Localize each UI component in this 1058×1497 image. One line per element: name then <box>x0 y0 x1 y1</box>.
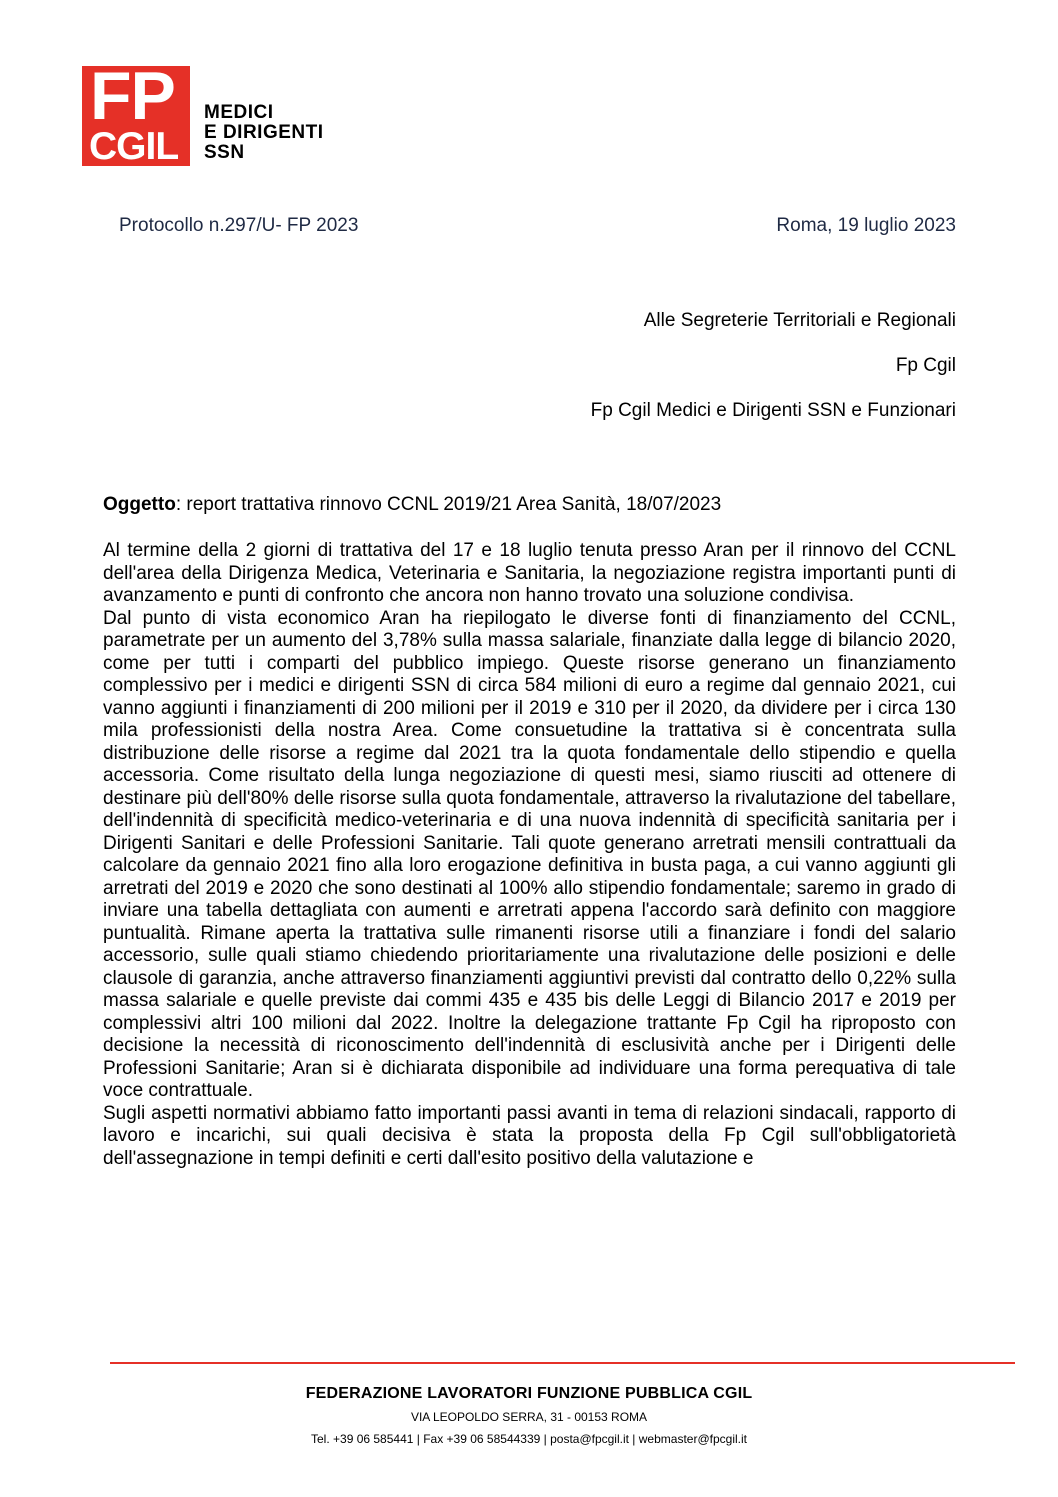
logo-subtitle <box>204 103 324 163</box>
logo-subtitle-line: SSN <box>204 142 245 163</box>
logo-subtitle-line: E DIRIGENTI <box>204 122 324 143</box>
recipient-line: Fp Cgil Medici e Dirigenti SSN e Funzionari <box>590 400 956 421</box>
logo-fp-text: FP <box>90 58 175 134</box>
footer-organization: FEDERAZIONE LAVORATORI FUNZIONE PUBBLICA CGIL <box>305 1385 753 1402</box>
logo-subtitle-line: MEDICI <box>204 102 274 123</box>
protocol-number: Protocollo n.297/U- FP 2023 <box>119 215 359 236</box>
subject-label: Oggetto <box>103 494 176 515</box>
recipient-line: Fp Cgil <box>895 355 956 376</box>
footer-address: VIA LEOPOLDO SERRA, 31 - 00153 ROMA <box>410 1410 648 1424</box>
subject-line <box>103 494 721 516</box>
logo <box>82 58 190 168</box>
footer-contacts: Tel. +39 06 585441 | Fax +39 06 58544339 | posta@fpcgil.it | webmaster@fpcgil.it <box>311 1432 747 1446</box>
subject-text: : report trattativa rinnovo CCNL 2019/21 Area Sanità, 18/07/2023 <box>175 494 722 515</box>
footer-divider <box>110 1362 1015 1364</box>
letter-date: Roma, 19 luglio 2023 <box>776 215 956 236</box>
body-paragraph: Al termine della 2 giorni di trattativa del 17 e 18 luglio tenuta presso Aran per il rinnovo del CCNL dell'area della Dirigenza Medica, Veterinaria e Sanitaria, la negoziazione registra importanti punti di avanzamento e punti di confronto che ancora non hanno trovato una soluzione condivisa. <box>103 540 956 606</box>
recipient-line: Alle Segreterie Territoriali e Regionali <box>643 310 956 331</box>
body-paragraph: Sugli aspetti normativi abbiamo fatto importanti passi avanti in tema di relazioni sindacali, rapporto di lavoro e incarichi, sui quali decisiva è stata la proposta della Fp Cgil sull'obbligatorietà dell'assegnazione in tempi definiti e certi dall'esito positivo della valutazione e <box>103 1102 956 1169</box>
logo-cgil-text: CGIL <box>89 125 179 168</box>
letter-body <box>103 540 956 1170</box>
body-paragraph: Dal punto di vista economico Aran ha riepilogato le diverse fonti di finanziamento del CCNL, parametrate per un aumento del 3,78% sulla massa salariale, finanziate dalla legge di bilancio 2020, come per tutti i comparti del pubblico impiego. Queste risorse generano un finanziamento complessivo per i medici e dirigenti SSN di circa 584 milioni di euro a regime dal gennaio 2021, cui vanno aggiunti i finanziamenti di 200 milioni per il 2019 e 310 per il 2020, da dividere per i circa 130 mila professionisti della nostra Area. Come consuetudine la trattativa si è concentrata sulla distribuzione delle risorse a regime dal 2021 tra la quota fondamentale dello stipendio e quella accessoria. Come risultato della lunga negoziazione di questi mesi, siamo riusciti ad ottenere di destinare più dell'80% delle risorse sulla quota fondamentale, attraverso la rivalutazione del tabellare, dell'indennità di specificità medico-veterinaria e di una nuova indennità di specificità sanitaria per i Dirigenti Sanitari e delle Professioni Sanitarie. Tali quote generano arretrati mensili contrattuali da calcolare da gennaio 2021 fino alla loro erogazione definitiva in busta paga, a cui vanno aggiunti gli arretrati del 2019 e 2020 che sono destinati al 100% allo stipendio fondamentale; saremo in grado di inviare una tabella dettagliata con aumenti e arretrati appena l'accordo sarà definito con maggiore puntualità. Rimane aperta la trattativa sulle rimanenti risorse utili a finanziare i fondi del salario accessorio, sulle quali stiamo chiedendo prioritariamente una rivalutazione delle posizioni e delle clausole di garanzia, anche attraverso finanziamenti aggiuntivi previsti dal contratto dello 0,22% sulla massa salariale e quelle previste dai commi 435 e 435 bis delle Leggi di Bilancio 2017 e 2019 per complessivi altri 100 milioni dal 2022. Inoltre la delegazione trattante Fp Cgil ha riproposto con decisione la necessità di riconoscimento dell'indennità di esclusività anche per i Dirigenti delle Professioni Sanitarie; Aran si è dichiarata disponibile ad individuare una forma perequativa di tale voce contrattuale. <box>103 607 956 1101</box>
